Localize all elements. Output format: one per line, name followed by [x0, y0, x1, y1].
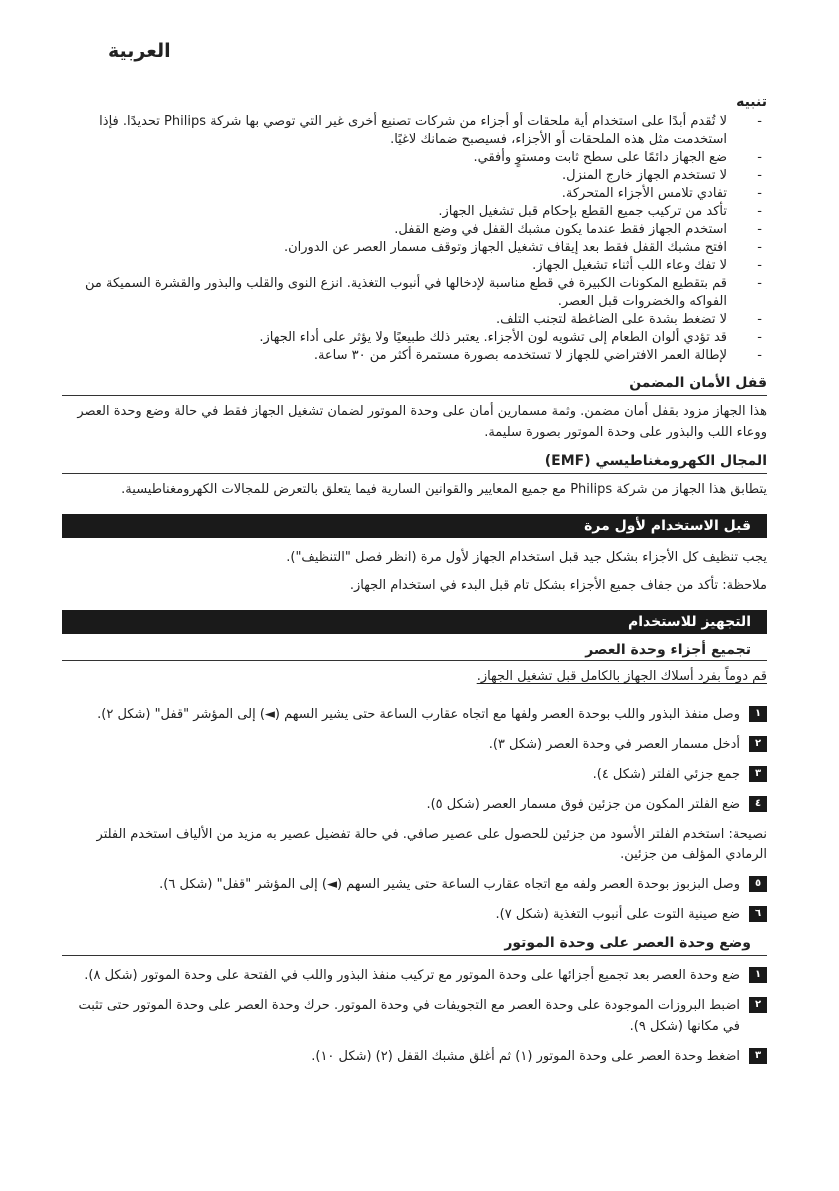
caution-list	[62, 113, 767, 365]
step-text: أدخل مسمار العصر في وحدة العصر (شكل ٣).	[488, 737, 740, 752]
before-first-use-bar: قبل الاستخدام لأول مرة	[62, 514, 767, 538]
filter-tip: نصيحة: استخدم الفلتر الأسود من جزئين للحصول على عصير صافي. في حالة تفضيل عصير به مزيد من الألياف استخدم الفلتر الرمادي المؤلف من جزئين.	[96, 827, 767, 862]
caution-item: - افتح مشبك القفل فقط بعد إيقاف تشغيل الجهاز وتوقف مسمار العصر عن الدوران.	[62, 239, 740, 257]
step-text: ضع الفلتر المكون من جزئين فوق مسمار العصر (شكل ٥).	[426, 797, 740, 812]
step-number: ١	[749, 967, 767, 983]
step-number: ٣	[749, 1048, 767, 1064]
safety-lock-heading: قفل الأمان المضمن	[62, 373, 767, 396]
assembly-step	[62, 874, 767, 895]
caution-item: - لا تفك وعاء اللب أثناء تشغيل الجهاز.	[62, 257, 740, 275]
emf-heading: المجال الكهرومغناطيسي (EMF)	[62, 451, 767, 474]
placing-step	[62, 1046, 767, 1067]
placing-step	[62, 965, 767, 986]
caution-item: - لا تُقدم أبدًا على استخدام أية ملحقات أو أجزاء من شركات تصنيع أخرى غير التي توصي بها شركة Philips تحديدًا. فإذا استخدمت مثل هذه الملحقات أو الأجزاء، فسيصبح ضمانك لاغيًا.	[62, 113, 740, 149]
step-text: جمع جزئي الفلتر (شكل ٤).	[592, 767, 740, 782]
step-number: ٦	[749, 906, 767, 922]
emf-text: يتطابق هذا الجهاز من شركة Philips مع جميع المعايير والقوانين السارية فيما يتعلق بالتعرض للمجالات الكهرومغناطيسية.	[121, 482, 767, 497]
caution-item: - لإطالة العمر الافتراضي للجهاز لا تستخدمه بصورة مستمرة أكثر من ٣٠ ساعة.	[62, 347, 740, 365]
manual-content	[62, 92, 767, 1067]
placing-heading: وضع وحدة العصر على وحدة الموتور	[504, 935, 751, 951]
assembly-heading: تجميع أجزاء وحدة العصر	[62, 640, 767, 661]
page-language-heading: العربية	[108, 40, 171, 62]
step-text: اضغط وحدة العصر على وحدة الموتور (١) ثم أغلق مشبك القفل (٢) (شكل ١٠).	[311, 1049, 740, 1064]
caution-item: - لا تضغط بشدة على الضاغطة لتجنب التلف.	[62, 311, 740, 329]
step-number: ٢	[749, 997, 767, 1013]
step-text: وصل البزبوز بوحدة العصر ولفه مع اتجاه عقارب الساعة حتى يشير السهم (◄) إلى المؤشر "قفل" (شكل ٦).	[159, 877, 740, 892]
caution-item: - لا تستخدم الجهاز خارج المنزل.	[62, 167, 740, 185]
assembly-step	[62, 794, 767, 815]
placing-step	[62, 995, 767, 1037]
section-divider	[62, 955, 767, 956]
cord-warning: قم دوماً بفرد أسلاك الجهاز بالكامل قبل تشغيل الجهاز.	[476, 669, 767, 684]
step-text: ضع وحدة العصر بعد تجميع أجزائها على وحدة الموتور مع تركيب منفذ البذور واللب في الفتحة على وحدة الموتور (شكل ٨).	[84, 968, 740, 983]
step-text: وصل منفذ البذور واللب بوحدة العصر ولفها مع اتجاه عقارب الساعة حتى يشير السهم (◄) إلى المؤشر "قفل" (شكل ٢).	[97, 707, 740, 722]
caution-item: - ضع الجهاز دائمًا على سطح ثابت ومستوٍ وأفقي.	[62, 149, 740, 167]
caution-item: - قد تؤدي ألوان الطعام إلى تشويه لون الأجزاء. يعتبر ذلك طبيعيًا ولا يؤثر على أداء الجهاز.	[62, 329, 740, 347]
caution-item: - تفادي تلامس الأجزاء المتحركة.	[62, 185, 740, 203]
step-number: ٢	[749, 736, 767, 752]
step-text: ضع صينية التوت على أنبوب التغذية (شكل ٧).	[495, 907, 740, 922]
step-number: ٣	[749, 766, 767, 782]
step-number: ١	[749, 706, 767, 722]
assembly-step	[62, 764, 767, 785]
before-first-use-text: يجب تنظيف كل الأجزاء بشكل جيد قبل استخدام الجهاز لأول مرة (انظر فصل "التنظيف").	[286, 550, 767, 565]
assembly-step	[62, 734, 767, 755]
caution-item: - قم بتقطيع المكونات الكبيرة في قطع مناسبة لإدخالها في أنبوب التغذية. انزع النوى والقلب والبذور والقشرة السميكة من الفواكه والخضروات قبل العصر.	[62, 275, 740, 311]
step-text: اضبط البروزات الموجودة على وحدة العصر مع التجويفات في وحدة الموتور. حرك وحدة العصر على وحدة الموتور حتى تثبت في مكانها (شكل ٩).	[78, 998, 740, 1034]
caution-item: - استخدم الجهاز فقط عندما يكون مشبك القفل في وضع القفل.	[62, 221, 740, 239]
assembly-step	[62, 904, 767, 925]
step-number: ٤	[749, 796, 767, 812]
caution-item: - تأكد من تركيب جميع القطع بإحكام قبل تشغيل الجهاز.	[62, 203, 740, 221]
preparing-bar: التجهيز للاستخدام	[62, 610, 767, 634]
before-first-use-note: ملاحظة: تأكد من جفاف جميع الأجزاء بشكل تام قبل البدء في استخدام الجهاز.	[349, 578, 767, 593]
safety-lock-text: هذا الجهاز مزود بقفل أمان مضمن. وثمة مسمارين أمان على وحدة الموتور لضمان تشغيل الجهاز فقط في حالة وضع وحدة العصر ووعاء اللب والبذور على وحدة الموتور بصورة سليمة.	[77, 404, 767, 440]
assembly-step	[62, 704, 767, 725]
step-number: ٥	[749, 876, 767, 892]
caution-heading: تنبيه	[736, 94, 767, 110]
